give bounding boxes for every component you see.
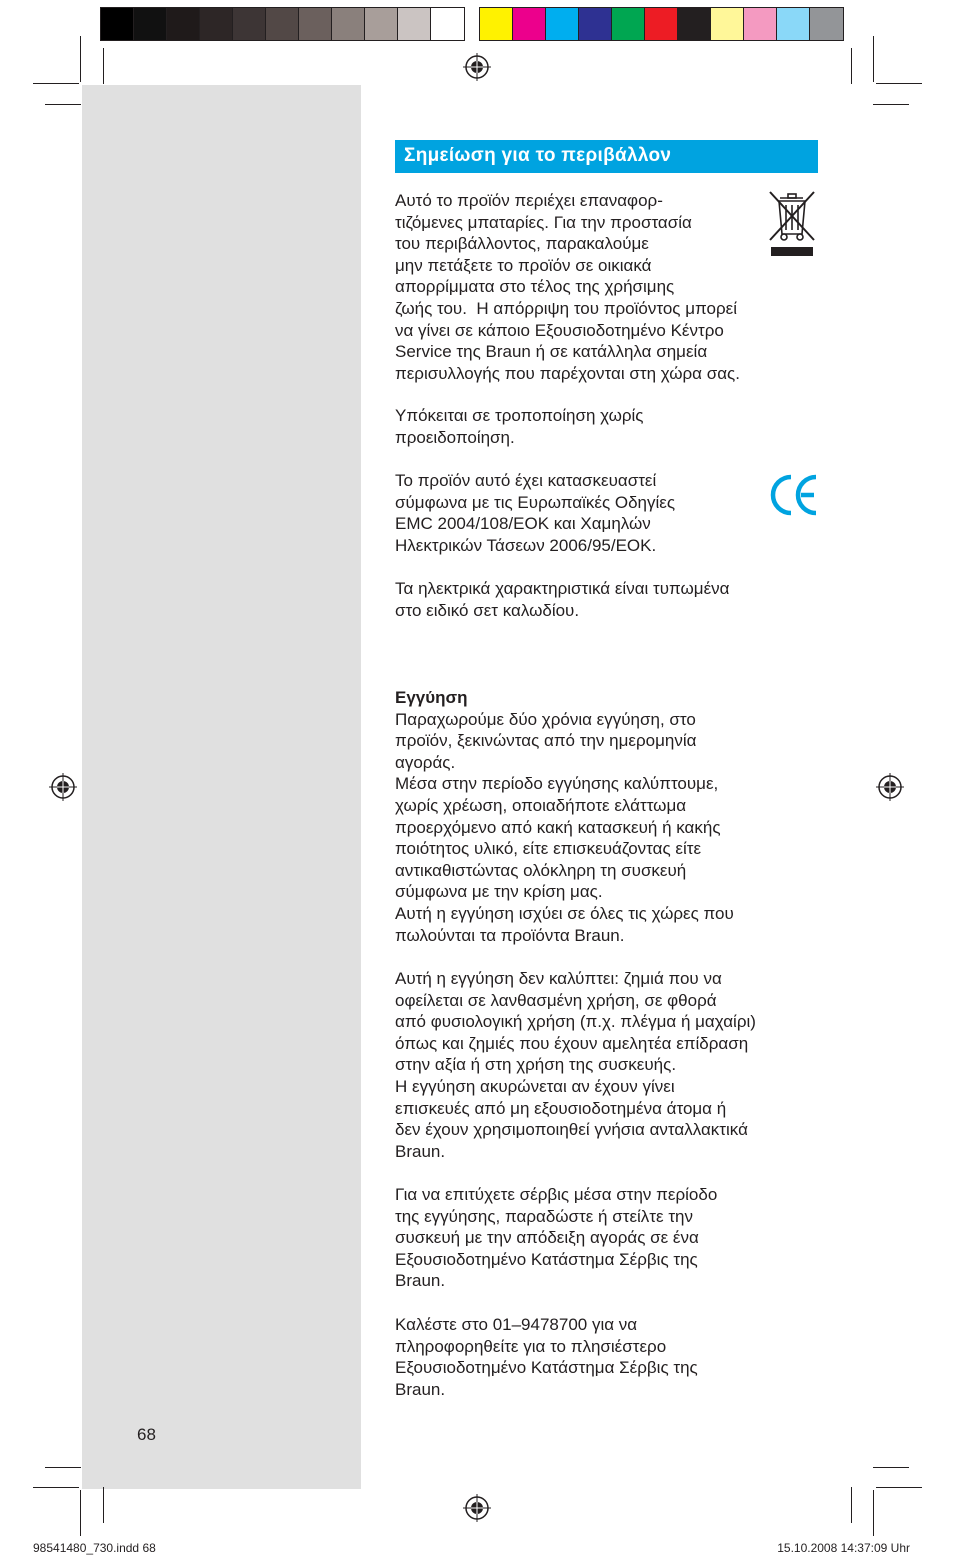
gray-swatch-group	[100, 7, 465, 41]
gray-swatch	[101, 8, 134, 40]
gray-swatch	[398, 8, 431, 40]
gray-swatch	[365, 8, 398, 40]
text-line: απορρίμματα στο τέλος της χρήσιμης	[395, 277, 675, 297]
gray-swatch	[167, 8, 200, 40]
text-line: συσκευή με την απόδειξη αγοράς σε ένα	[395, 1228, 699, 1248]
warranty-heading: Εγγύηση	[395, 688, 468, 707]
footer-timestamp: 15.10.2008 14:37:09 Uhr	[777, 1541, 910, 1555]
text-line: όπως και ζημιές που έχουν αμελητέα επίδραση	[395, 1033, 749, 1053]
registration-mark-icon	[876, 773, 904, 801]
text-line: επισκευές από μη εξουσιοδοτημένα άτομα ή	[395, 1098, 727, 1118]
gray-swatch	[299, 8, 332, 40]
gray-swatch	[266, 8, 299, 40]
text-line: σύμφωνα με την κρίση μας.	[395, 882, 603, 902]
text-line: Εξουσιοδοτημένο Κατάστημα Σέρβις της	[395, 1249, 698, 1269]
text-line: Αυτή η εγγύηση δεν καλύπτει: ζημιά που να	[395, 969, 722, 988]
text-line: Αυτό το προϊόν περιέχει επαναφορ-	[395, 191, 663, 210]
color-swatch	[480, 8, 513, 40]
text-line: τιζόμενες μπαταρίες. Για την προστασία	[395, 212, 692, 232]
warranty-coverage-paragraph	[395, 709, 734, 947]
subject-to-change-paragraph	[395, 405, 644, 448]
text-line: Μέσα στην περίοδο εγγύησης καλύπτουμε,	[395, 774, 719, 794]
text-line: προϊόν, ξεκινώντας από την ημερομηνία	[395, 731, 697, 751]
text-line: να γίνει σε κάποιο Εξουσιοδοτημένο Κέντρο	[395, 320, 724, 340]
color-swatch	[579, 8, 612, 40]
color-swatch	[777, 8, 810, 40]
color-swatch	[678, 8, 711, 40]
text-line: Braun.	[395, 1379, 446, 1399]
text-line: αγοράς.	[395, 752, 456, 772]
gray-swatch	[332, 8, 365, 40]
text-line: στο ειδικό σετ καλωδίου.	[395, 600, 580, 620]
color-swatch-group	[479, 7, 844, 41]
text-line: Υπόκειται σε τροποποίηση χωρίς	[395, 406, 644, 425]
warranty-service-paragraph	[395, 1184, 717, 1292]
text-line: ποιότητος υλικό, είτε επισκευάζοντας είτε	[395, 839, 702, 859]
footer-file-slug: 98541480_730.indd 68	[33, 1541, 156, 1555]
ce-compliance-paragraph	[395, 470, 675, 556]
text-line: ζωής του. Η απόρριψη του προϊόντος μπορεί	[395, 298, 737, 318]
registration-mark-icon	[49, 773, 77, 801]
text-line: προειδοποίηση.	[395, 427, 515, 447]
text-line: Παραχωρούμε δύο χρόνια εγγύηση, στο	[395, 709, 696, 729]
text-line: αντικαθιστώντας ολόκληρη τη συσκευή	[395, 860, 687, 880]
text-line: χωρίς χρέωση, οποιαδήποτε ελάττωμα	[395, 795, 687, 815]
text-line: δεν έχουν χρησιμοποιηθεί γνήσια ανταλλακτικά	[395, 1120, 748, 1140]
text-line: Αυτή η εγγύηση ισχύει σε όλες τις χώρες που	[395, 903, 734, 923]
gray-swatch	[200, 8, 233, 40]
color-swatch	[546, 8, 579, 40]
gray-swatch	[431, 8, 464, 40]
text-line: Ηλεκτρικών Τάσεων 2006/95/EOK.	[395, 535, 657, 555]
text-line: Braun.	[395, 1271, 446, 1291]
registration-mark-icon	[463, 1494, 491, 1522]
color-swatch	[711, 8, 744, 40]
text-line: μην πετάξετε το προϊόν σε οικιακά	[395, 255, 652, 275]
text-line: της εγγύησης, παραδώστε ή στείλτε την	[395, 1206, 693, 1226]
registration-mark-icon	[463, 53, 491, 81]
section-title: Σημείωση για το περιβάλλον	[404, 145, 672, 166]
text-line: του περιβάλλοντος, παρακαλούμε	[395, 234, 649, 254]
text-line: πληροφορηθείτε για το πλησιέστερο	[395, 1336, 667, 1356]
color-swatch	[513, 8, 546, 40]
color-swatch	[744, 8, 777, 40]
text-line: πωλούνται τα προϊόντα Braun.	[395, 925, 625, 945]
text-line: Braun.	[395, 1141, 446, 1161]
crossed-out-wheelie-bin-icon	[767, 190, 817, 258]
gray-swatch	[134, 8, 167, 40]
text-line: οφείλεται σε λανθασμένη χρήση, σε φθορά	[395, 990, 717, 1010]
warranty-phone-paragraph	[395, 1314, 698, 1400]
color-swatch	[612, 8, 645, 40]
text-line: Το προϊόν αυτό έχει κατασκευαστεί	[395, 471, 657, 490]
gray-margin-column	[82, 85, 361, 1489]
environment-note-paragraph	[395, 190, 740, 384]
electrical-specs-paragraph	[395, 578, 730, 621]
text-line: Εξουσιοδοτημένο Κατάστημα Σέρβις της	[395, 1358, 698, 1378]
text-line: σύμφωνα με τις Ευρωπαϊκές Οδηγίες	[395, 492, 676, 512]
text-line: Για να επιτύχετε σέρβις μέσα στην περίοδο	[395, 1185, 718, 1204]
section-header-bar	[395, 140, 818, 173]
text-line: EMC 2004/108/EOK και Χαμηλών	[395, 514, 651, 534]
text-line: Service της Braun ή σε κατάλληλα σημεία	[395, 342, 708, 362]
text-line: προερχόμενο από κακή κατασκευή ή κακής	[395, 817, 721, 837]
text-line: Τα ηλεκτρικά χαρακτηριστικά είναι τυπωμένα	[395, 579, 730, 598]
page-number: 68	[137, 1425, 156, 1444]
text-line: Η εγγύηση ακυρώνεται αν έχουν γίνει	[395, 1076, 675, 1096]
warranty-exclusions-paragraph	[395, 968, 756, 1162]
color-swatch	[645, 8, 678, 40]
text-line: από φυσιολογική χρήση (π.χ. πλέγμα ή μαχαίρι)	[395, 1012, 756, 1032]
text-line: στην αξία ή στη χρήση της συσκευής.	[395, 1055, 677, 1075]
color-swatch	[810, 8, 843, 40]
print-color-bar	[100, 7, 854, 41]
text-line: περισυλλογής που παρέχονται στη χώρα σας.	[395, 363, 740, 383]
gray-swatch	[233, 8, 266, 40]
ce-mark-icon	[768, 472, 820, 518]
text-line: Καλέστε στο 01–9478700 για να	[395, 1315, 638, 1334]
